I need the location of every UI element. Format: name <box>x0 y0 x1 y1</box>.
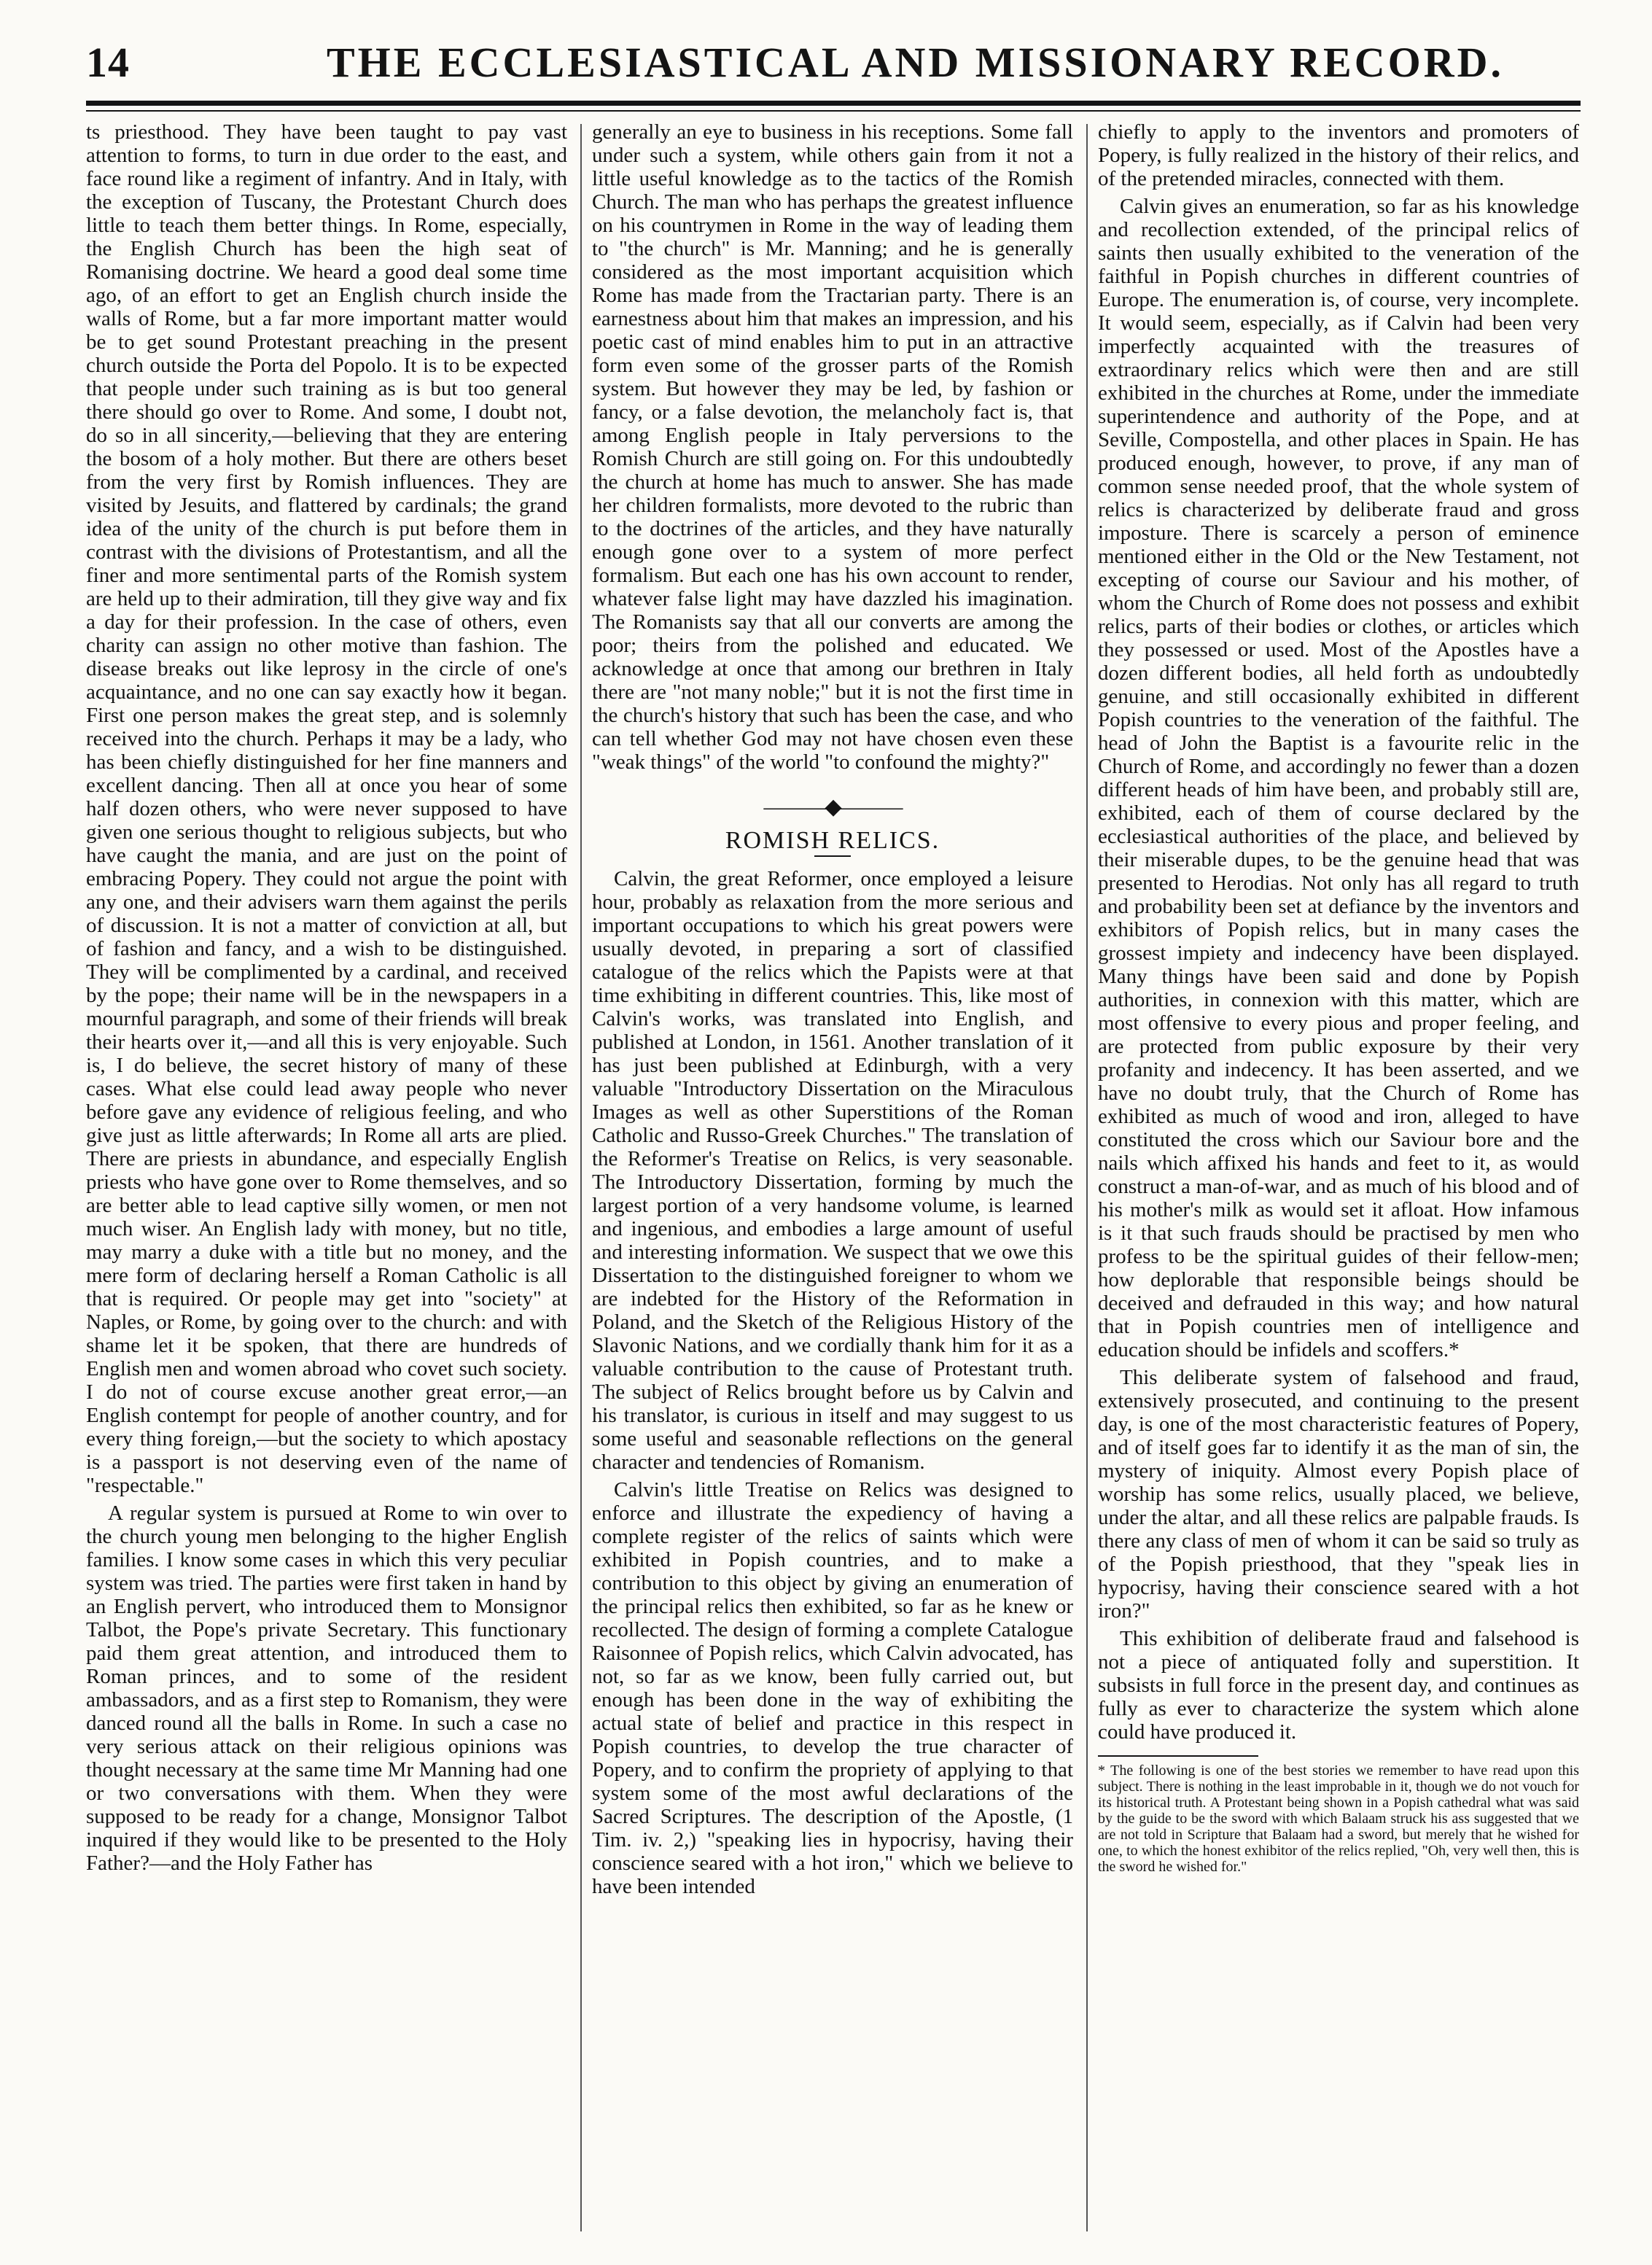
article-paragraph: generally an eye to business in his receptions. Some fall under such a system, while others gain from it not a little useful knowledge as to the tactics of the Romish Church. The man who has perhaps the greatest influence on his countrymen in Rome in the way of leading them to "the church" is Mr. Manning; and he is generally considered as the most important acquisition which Rome has made from the Tractarian party. There is an earnestness about him that makes an impression, and his poetic cast of mind enables him to put in an attractive form even some of the grosser parts of the Romish system. But however they may be led, by fashion or fancy, or a false devotion, the melancholy fact is, that among English people in Italy perversions to the Romish Church are still going on. For this undoubtedly the church at home has much to answer. She has made her children formalists, more devoted to the rubric than to the doctrines of the articles, and they have naturally enough gone over to a system of more perfect formalism. But each one has his own account to render, whatever false light may have dazzled his imagination. The Romanists say that all our converts are among the poor; theirs from the polished and educated. We acknowledge at once that among our brethren in Italy there are "not many noble;" but it is not the first time in the church's history that such has been the case, and who can tell whether God may not have chosen even these "weak things" of the world "to confound the mighty?" <box>592 120 1073 774</box>
article-paragraph: A regular system is pursued at Rome to win over to the church young men belonging to the higher English families. I know some cases in which this very peculiar system was tried. The parties were first taken in hand by an English pervert, who introduced them to Monsignor Talbot, the Pope's private Secretary. This functionary paid them great attention, and introduced them to Roman princes, and to some of the resident ambassadors, and as a first step to Romanism, they were danced round all the balls in Rome. In such a case no very serious attack on their religious opinions was thought necessary at the same time Mr Manning had one or two conversations with them. When they were supposed to be ready for a change, Monsignor Talbot inquired if they would like to be presented to the Holy Father?—and the Holy Father has <box>86 1501 567 1875</box>
footnote: * The following is one of the best stories we remember to have read upon this subject. There is nothing in the least improbable in it, though we do not vouch for its historical truth. A Protestant being shown in a Popish cathedral what was said by the guide to be the sword with which Balaam struck his ass suggested that we are not told in Scripture that Balaam had a sword, but merely that he wished for one, to which the honest exhibitor of the relics replied, "Oh, very well then, this is the sword he wished for." <box>1098 1763 1579 1875</box>
article-paragraph: Calvin's little Treatise on Relics was designed to enforce and illustrate the expediency of having a complete register of the relics of saints which were exhibited in Popish countries, and to make a contribution to this object by giving an enumeration of the principal relics then exhibited, so far as he knew or recollected. The design of forming a complete Catalogue Raisonnee of Popish relics, which Calvin advocated, has not, so far as we know, been fully carried out, but enough has been done in the way of exhibiting the actual state of belief and practice in this respect in Popish countries, to develop the true character of Popery, and to confirm the propriety of applying to that system some of the most awful declarations of the Sacred Scriptures. The description of the Apostle, (1 Tim. iv. 2,) "speaking lies in hypocrisy, having their conscience seared with a hot iron," which we believe to have been intended <box>592 1478 1073 1898</box>
article-paragraph: This exhibition of deliberate fraud and falsehood is not a piece of antiquated folly and superstition. It subsists in full force in the present day, and continues as fully as ever to characterize the system which alone could have produced it. <box>1098 1627 1579 1744</box>
title-underline <box>814 855 851 857</box>
column-separator <box>1086 124 1088 2231</box>
column-1 <box>86 120 567 2235</box>
header-rule-thin <box>86 110 1581 112</box>
header-rule-thick <box>86 101 1581 106</box>
article-paragraph: Calvin gives an enumeration, so far as his knowledge and recollection extended, of the principal relics of saints then usually exhibited to the veneration of the faithful in Popish churches in different countries of Europe. The enumeration is, of course, very incomplete. It would seem, especially, as if Calvin had been very imperfectly acquainted with the treasures of extraordinary relics which were then and are still exhibited in the churches at Rome, under the immediate superintendence and authority of the Pope, and at Seville, Compostella, and other places in Spain. He has produced enough, however, to prove, if any man of common sense needed proof, that the whole system of relics is characterized by deliberate fraud and gross imposture. There is scarcely a person of eminence mentioned either in the Old or the New Testament, not excepting of course our Saviour and his mother, of whom the Church of Rome does not possess and exhibit relics, parts of their bodies or clothes, or articles which they possessed or used. Most of the Apostles have a dozen different bodies, all held forth as undoubtedly genuine, and still occasionally exhibited in different Popish countries to the veneration of the faithful. The head of John the Baptist is a favourite relic in the Church of Rome, and accordingly no fewer than a dozen different heads of him have been, and probably still are, exhibited, each of them of course declared by the ecclesiastical authorities of the place, and believed by their miserable dupes, to be the genuine head that was presented to Herodias. Not only has all regard to truth and probability been set at defiance by the inventors and exhibitors of Popish relics, but in many cases the grossest impiety and indecency have been displayed. Many things have been said and done by Popish authorities, in connexion with this matter, which are most offensive to every pious and proper feeling, and are protected from public exposure by their very profanity and indecency. It has been asserted, and we have no doubt truly, that the Church of Rome has exhibited as much of wood and iron, alleged to have constituted the cross which our Saviour bore and the nails which affixed his hands and feet to it, as would construct a man-of-war, and as much of his blood and of his mother's milk as would set it afloat. How infamous is it that such frauds should be practised by men who profess to be the spiritual guides of their fellow-men; how deplorable that responsible beings should be deceived and defrauded in this way; and how natural that in Popish countries men of intelligence and education should be infidels and scoffers.* <box>1098 195 1579 1361</box>
footnote-rule <box>1098 1755 1258 1757</box>
publication-title: THE ECCLESIASTICAL AND MISSIONARY RECORD. <box>327 39 1504 86</box>
section-title: ROMISH RELICS. <box>725 827 940 854</box>
column-separator <box>580 124 582 2231</box>
page-header <box>86 38 1581 89</box>
article-paragraph: Calvin, the great Reformer, once employed a leisure hour, probably as relaxation from the more serious and important occupations to which his great powers were usually devoted, in preparing a sort of classified catalogue of the relics which the Papists were at that time exhibiting in different countries. This, like most of Calvin's works, was translated into English, and published at London, in 1561. Another translation of it has just been published at Edinburgh, with a very valuable "Introductory Dissertation on the Miraculous Images as well as other Superstitions of the Roman Catholic and Russo-Greek Churches." The translation of the Reformer's Treatise on Relics, is very seasonable. The Introductory Dissertation, forming by much the largest portion of a very handsome volume, is learned and ingenious, and embodies a large amount of useful and interesting information. We suspect that we owe this Dissertation to the distinguished foreigner to whom we are indebted for the History of the Reformation in Poland, and the Sketch of the Religious History of the Slavonic Nations, and we cordially thank him for it as a valuable contribution to the cause of Protestant truth. The subject of Relics brought before us by Calvin and his translator, is curious in itself and may suggest to us some useful and seasonable reflections on the general character and tendencies of Romanism. <box>592 867 1073 1474</box>
column-3 <box>1098 120 1579 2235</box>
section-divider-ornament: ———◆——— <box>763 795 902 819</box>
column-2 <box>592 120 1073 2235</box>
article-paragraph: chiefly to apply to the inventors and promoters of Popery, is fully realized in the history of their relics, and of the pretended miracles, connected with them. <box>1098 120 1579 190</box>
article-paragraph: ts priesthood. They have been taught to pay vast attention to forms, to turn in due order to the east, and face round like a regiment of infantry. And in Italy, with the exception of Tuscany, the Protestant Church does little to teach them better things. In Rome, especially, the English Church has been the high seat of Romanising doctrine. We heard a good deal some time ago, of an effort to get an English church inside the walls of Rome, but a far more important matter would be to get sound Protestant preaching in the present church outside the Porta del Popolo. It is to be expected that people under such training as is but too general there should go over to Rome. And some, I doubt not, do so in all sincerity,—believing that they are entering the bosom of a holy mother. But there are others beset from the very first by Romish influences. They are visited by Jesuits, and flattered by cardinals; the grand idea of the unity of the church is put before them in contrast with the divisions of Protestantism, and all the finer and more sentimental parts of the Romish system are held up to their admiration, till they give way and fix a day for their profession. In the case of others, even charity can assign no other motive than fashion. The disease breaks out like leprosy in the circle of one's acquaintance, and no one can say exactly how it began. First one person makes the great step, and is solemnly received into the church. Perhaps it may be a lady, who has been chiefly distinguished for her fine manners and excellent dancing. Then all at once you hear of some half dozen others, who were never supposed to have given one serious thought to religious subjects, but who have caught the mania, and are just on the point of embracing Popery. They could not argue the point with any one, and their advisers warn them against the perils of discussion. It is not a matter of conviction at all, but of fashion and fancy, and a wish to be distinguished. They will be complimented by a cardinal, and received by the pope; their name will be in the newspapers in a mournful paragraph, and some of their friends will break their hearts over it,—and all this is very enjoyable. Such is, I do believe, the secret history of many of these cases. What else could lead away people who never before gave any evidence of religious feeling, and who give just as little afterwards; In Rome all arts are plied. There are priests in abundance, and especially English priests who have gone over to Rome themselves, and so are better able to lead captive silly women, or men not much wiser. An English lady with money, but no title, may marry a duke with a title but no money, and the mere form of declaring herself a Roman Catholic is all that is required. Or people may get into "society" at Naples, or Rome, by going over to the church: and with shame let it be spoken, that there are hundreds of English men and women abroad who covet such society. I do not of course excuse another great error,—an English contempt for people of another country, and for every thing foreign,—but the society to which apostacy is a passport is not deserving even of the name of "respectable." <box>86 120 567 1497</box>
page-number: 14 <box>86 39 130 86</box>
article-paragraph: This deliberate system of falsehood and fraud, extensively prosecuted, and continuing to the present day, is one of the most characteristic features of Popery, and of itself goes far to identify it as the man of sin, the mystery of iniquity. Almost every Popish place of worship has some relics, usually placed, we believe, under the altar, and all these relics are palpable frauds. Is there any class of men of whom it can be said so truly as of the Popish priesthood, that they "speak lies in hypocrisy, having their conscience seared with a hot iron?" <box>1098 1366 1579 1623</box>
